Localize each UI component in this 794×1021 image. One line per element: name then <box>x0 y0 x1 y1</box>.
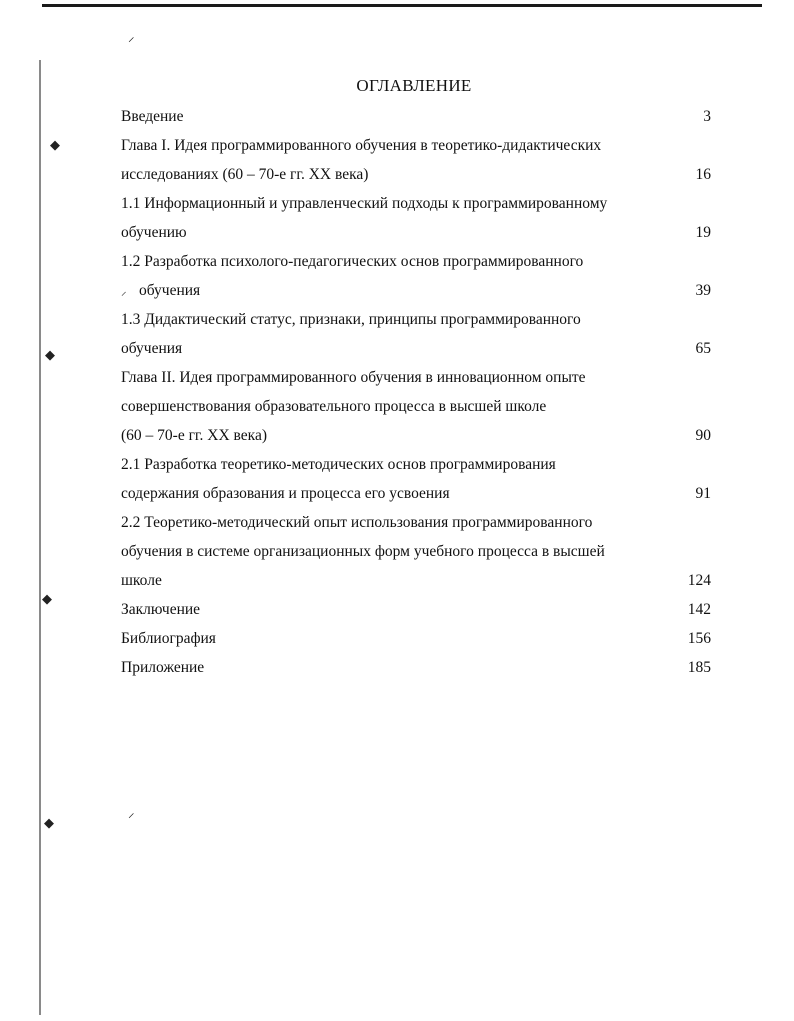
toc-entry-bibliography <box>121 624 711 653</box>
toc-page-number: 91 <box>695 485 711 502</box>
left-margin-line <box>39 60 41 1015</box>
toc-entry-section-2-2 <box>121 508 711 537</box>
margin-mark: ◆ <box>50 137 60 152</box>
scan-speck: ⸝ <box>121 286 127 298</box>
toc-entry-text: Приложение <box>121 659 205 676</box>
toc-page-number: 156 <box>687 630 711 647</box>
toc-entry-text: обучения в системе организационных форм учебного процесса в высшей <box>121 543 605 560</box>
toc-entry-text: 1.2 Разработка психолого-педагогических основ программированного <box>121 253 584 270</box>
toc-entry-text: содержания образования и процесса его усвоения <box>121 485 450 502</box>
toc-entry-text-wrap <box>121 276 200 307</box>
toc-entry-text: Глава II. Идея программированного обучения в инновационном опыте <box>121 369 586 386</box>
toc-entry-section-1-2 <box>121 247 711 276</box>
toc-entry-text: (60 – 70-е гг. XX века) <box>121 427 268 444</box>
toc-entry-text: обучения <box>121 340 183 357</box>
page-title: ОГЛАВЛЕНИЕ <box>356 76 472 95</box>
toc-entry-text: 1.1 Информационный и управленческий подходы к программированному <box>121 195 608 212</box>
toc-entry-text: совершенствования образовательного процесса в высшей школе <box>121 398 547 415</box>
toc-entry-text: обучения <box>139 282 201 299</box>
top-border-line <box>42 4 762 7</box>
toc-page-number: 185 <box>687 659 711 676</box>
toc-page-number: 90 <box>695 427 711 444</box>
scan-speck: ⸝ <box>128 29 135 44</box>
toc-entry-section-2-2-cont <box>121 566 711 595</box>
toc-entry-section-1-3-cont <box>121 334 711 363</box>
toc-entry-section-1-1 <box>121 189 711 218</box>
toc-entry-chapter-1-cont <box>121 160 711 189</box>
toc-entry-section-1-2-cont <box>121 276 711 305</box>
toc-entry-appendix <box>121 653 711 682</box>
margin-mark: ◆ <box>44 815 54 830</box>
margin-mark: ◆ <box>45 347 55 362</box>
toc-entry-text: 2.2 Теоретико-методический опыт использования программированного <box>121 514 593 531</box>
toc-entry-section-1-3 <box>121 305 711 334</box>
toc-entry-chapter-2-cont <box>121 392 711 421</box>
toc-page-number: 3 <box>703 108 711 125</box>
toc-entry-text: Глава I. Идея программированного обучения в теоретико-дидактических <box>121 137 602 154</box>
toc-page-number: 65 <box>695 340 711 357</box>
toc-entry-text: 1.3 Дидактический статус, признаки, принципы программированного <box>121 311 581 328</box>
toc-entry-section-2-2-cont <box>121 537 711 566</box>
toc-entry-text: 2.1 Разработка теоретико-методических основ программирования <box>121 456 556 473</box>
toc-page-number: 19 <box>695 224 711 241</box>
toc-entry-section-2-1-cont <box>121 479 711 508</box>
toc-entry-text: школе <box>121 572 162 589</box>
toc-entry-section-2-1 <box>121 450 711 479</box>
toc-page-number: 142 <box>687 601 711 618</box>
toc-entry-text: Заключение <box>121 601 201 618</box>
margin-mark: ◆ <box>42 591 52 606</box>
toc-entry-conclusion <box>121 595 711 624</box>
table-of-contents <box>121 102 711 682</box>
toc-entry-text: Введение <box>121 108 184 125</box>
toc-entry-section-1-1-cont <box>121 218 711 247</box>
toc-entry-text: исследованиях (60 – 70-е гг. XX века) <box>121 166 369 183</box>
toc-page-number: 124 <box>687 572 711 589</box>
toc-page-number: 39 <box>695 282 711 299</box>
toc-entry-introduction <box>121 102 711 131</box>
toc-entry-text: обучению <box>121 224 187 241</box>
toc-entry-chapter-2-cont <box>121 421 711 450</box>
toc-entry-chapter-2 <box>121 363 711 392</box>
toc-page-number: 16 <box>695 166 711 183</box>
scan-speck: ⸝ <box>128 805 135 820</box>
toc-entry-text: Библиография <box>121 630 216 647</box>
toc-entry-chapter-1 <box>121 131 711 160</box>
